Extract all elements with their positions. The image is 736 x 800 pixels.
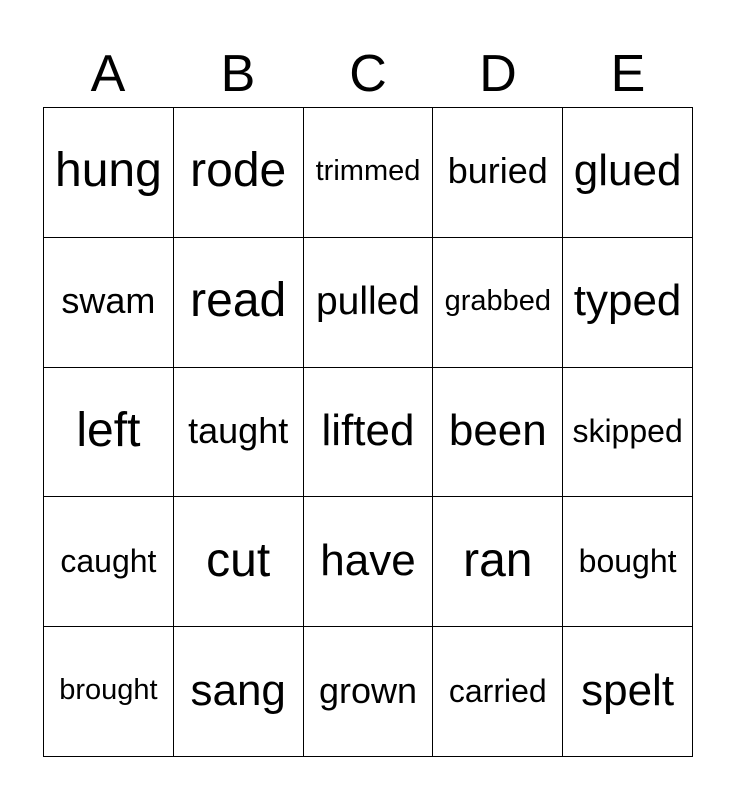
column-letter-a: A [90,45,126,103]
bingo-cell-e2[interactable]: typed [563,238,693,368]
bingo-cell-d1[interactable]: buried [433,108,563,238]
bingo-cell-d4[interactable]: ran [433,497,563,627]
bingo-cell-a1[interactable]: hung [44,108,174,238]
bingo-cell-c4[interactable]: have [304,497,434,627]
bingo-cell-c2[interactable]: pulled [304,238,434,368]
bingo-cell-d2[interactable]: grabbed [433,238,563,368]
bingo-cell-b3[interactable]: taught [174,368,304,498]
bingo-cell-c3[interactable]: lifted [304,368,434,498]
column-letter-e: E [610,45,646,103]
bingo-cell-d3[interactable]: been [433,368,563,498]
bingo-cell-e3[interactable]: skipped [563,368,693,498]
column-letter-c: C [349,45,387,103]
bingo-cell-a5[interactable]: brought [44,627,174,757]
bingo-cell-a3[interactable]: left [44,368,174,498]
bingo-cell-d5[interactable]: carried [433,627,563,757]
bingo-board [43,107,693,757]
bingo-cell-e4[interactable]: bought [563,497,693,627]
bingo-cell-b2[interactable]: read [174,238,304,368]
bingo-header [43,40,693,108]
bingo-cell-c5[interactable]: grown [304,627,434,757]
bingo-cell-b1[interactable]: rode [174,108,304,238]
bingo-cell-a2[interactable]: swam [44,238,174,368]
bingo-cell-a4[interactable]: caught [44,497,174,627]
bingo-cell-b4[interactable]: cut [174,497,304,627]
column-letter-b: B [220,45,256,103]
bingo-cell-e1[interactable]: glued [563,108,693,238]
column-letter-d: D [479,45,517,103]
bingo-cell-b5[interactable]: sang [174,627,304,757]
bingo-cell-c1[interactable]: trimmed [304,108,434,238]
bingo-cell-e5[interactable]: spelt [563,627,693,757]
